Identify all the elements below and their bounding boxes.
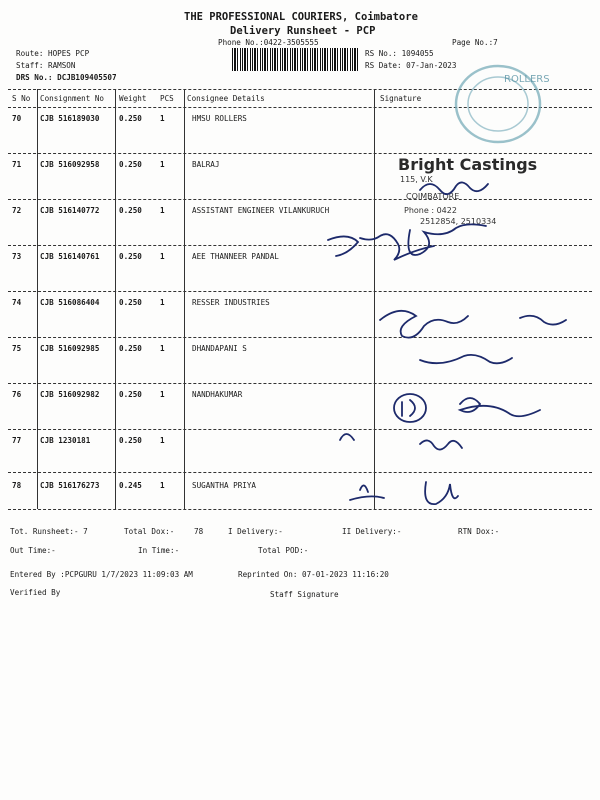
row-pcs: 1 (160, 160, 165, 169)
staff-signature: Staff Signature (270, 590, 339, 599)
row-consignee: NANDHAKUMAR (192, 390, 243, 399)
col-divider (37, 89, 38, 509)
total-dox-value: 78 (194, 527, 204, 536)
row-weight: 0.250 (119, 252, 142, 261)
row-consignee: ASSISTANT ENGINEER VILANKURUCH (192, 206, 330, 215)
row-consignee: HMSU ROLLERS (192, 114, 247, 123)
col-divider (374, 89, 375, 509)
i-delivery: I Delivery:- (228, 527, 283, 536)
row-sno: 73 (12, 252, 22, 261)
row-weight: 0.250 (119, 206, 142, 215)
row-sno: 70 (12, 114, 22, 123)
row-sno: 77 (12, 436, 22, 445)
col-pcs: PCS (160, 94, 174, 103)
company-stamp-address: 115, V.K (400, 175, 433, 184)
page-number: Page No.:7 (452, 38, 498, 47)
col-consignment: Consignment No (40, 94, 105, 103)
company-stamp-phone2: 2512854, 2510334 (420, 217, 497, 226)
row-sno: 71 (12, 160, 22, 169)
row-pcs: 1 (160, 206, 165, 215)
row-sno: 75 (12, 344, 22, 353)
row-weight: 0.245 (119, 481, 142, 490)
round-stamp-text: ROLLERS (504, 74, 550, 85)
row-consignment: CJB 516140761 (40, 252, 100, 261)
row-rule (8, 429, 592, 430)
row-weight: 0.250 (119, 436, 142, 445)
row-pcs: 1 (160, 298, 165, 307)
total-dox-label: Total Dox:- (124, 527, 175, 536)
row-rule (8, 383, 592, 384)
staff: Staff: RAMSON (16, 61, 76, 70)
row-weight: 0.250 (119, 390, 142, 399)
row-rule (8, 472, 592, 473)
header-rule-top (8, 89, 592, 90)
row-consignment: CJB 1230181 (40, 436, 91, 445)
row-consignment: CJB 516092958 (40, 160, 100, 169)
row-sno: 72 (12, 206, 22, 215)
row-consignee: BALRAJ (192, 160, 220, 169)
col-sno: S No (12, 94, 31, 103)
row-pcs: 1 (160, 481, 165, 490)
row-rule (8, 153, 592, 154)
row-pcs: 1 (160, 436, 165, 445)
rs-number: RS No.: 1094055 (365, 49, 434, 58)
row-pcs: 1 (160, 344, 165, 353)
row-consignment: CJB 516176273 (40, 481, 100, 490)
col-consignee: Consignee Details (187, 94, 265, 103)
rtn-dox: RTN Dox:- (458, 527, 500, 536)
reprinted-on: Reprinted On: 07-01-2023 11:16:20 (238, 570, 389, 579)
ii-delivery: II Delivery:- (342, 527, 402, 536)
row-pcs: 1 (160, 114, 165, 123)
company-stamp-name: Bright Castings (398, 155, 538, 174)
row-consignee: SUGANTHA PRIYA (192, 481, 257, 490)
out-time: Out Time:- (10, 546, 56, 555)
col-signature: Signature (380, 94, 422, 103)
round-stamp (448, 60, 552, 150)
row-rule (8, 291, 592, 292)
row-consignment: CJB 516140772 (40, 206, 100, 215)
row-consignment: CJB 516092985 (40, 344, 100, 353)
col-divider (184, 89, 185, 509)
company-stamp-phone: Phone : 0422 (404, 206, 457, 215)
verified-by: Verified By (10, 588, 61, 597)
row-pcs: 1 (160, 252, 165, 261)
row-rule (8, 245, 592, 246)
company-title: THE PROFESSIONAL COURIERS, Coimbatore (184, 11, 418, 23)
row-sno: 78 (12, 481, 22, 490)
row-rule (8, 337, 592, 338)
col-weight: Weight (119, 94, 147, 103)
drs-number: DRS No.: DCJB109405507 (16, 73, 117, 82)
row-consignee: AEE THANNEER PANDAL (192, 252, 279, 261)
table-bottom-rule (8, 509, 592, 510)
document-title: Delivery Runsheet - PCP (230, 25, 376, 37)
row-consignment: CJB 516092982 (40, 390, 100, 399)
row-consignment: CJB 516189030 (40, 114, 100, 123)
phone-number: Phone No.:0422-3505555 (218, 38, 319, 47)
entered-by: Entered By :PCPGURU 1/7/2023 11:09:03 AM (10, 570, 193, 579)
barcode (232, 48, 360, 71)
row-consignee: DHANDAPANI S (192, 344, 247, 353)
row-pcs: 1 (160, 390, 165, 399)
row-weight: 0.250 (119, 114, 142, 123)
rs-date: RS Date: 07-Jan-2023 (365, 61, 457, 70)
row-consignee: RESSER INDUSTRIES (192, 298, 270, 307)
company-stamp-city: COIMBATORE (406, 192, 460, 201)
row-weight: 0.250 (119, 160, 142, 169)
row-weight: 0.250 (119, 298, 142, 307)
row-weight: 0.250 (119, 344, 142, 353)
total-pod: Total POD:- (258, 546, 309, 555)
row-rule (8, 199, 592, 200)
in-time: In Time:- (138, 546, 180, 555)
row-consignment: CJB 516086404 (40, 298, 100, 307)
total-runsheet: Tot. Runsheet:- 7 (10, 527, 88, 536)
row-sno: 76 (12, 390, 22, 399)
route: Route: HOPES PCP (16, 49, 90, 58)
col-divider (115, 89, 116, 509)
row-sno: 74 (12, 298, 22, 307)
header-rule-bottom (8, 107, 592, 108)
